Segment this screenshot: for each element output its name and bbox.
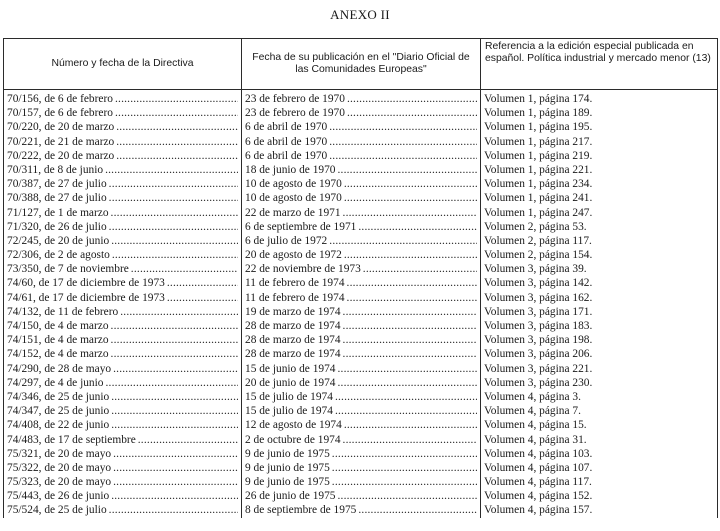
dot-leader [335, 376, 477, 390]
dot-leader [114, 120, 238, 134]
edition-reference-cell [481, 305, 718, 319]
publication-date-cell [242, 248, 481, 262]
edition-reference-cell [481, 177, 718, 191]
directive-cell-text: 71/320, de 26 de julio [7, 220, 107, 233]
edition-reference-cell [481, 461, 718, 475]
edition-reference-cell [481, 262, 718, 276]
dot-leader [341, 347, 477, 361]
table-row [4, 475, 718, 489]
dot-leader [107, 220, 238, 234]
directive-cell-text: 74/346, de 25 de junio [7, 390, 110, 403]
edition-reference-cell [481, 106, 718, 120]
directive-cell [4, 220, 242, 234]
dot-leader [136, 433, 238, 447]
edition-reference-cell-text: Volumen 1, página 221. [484, 163, 593, 176]
edition-reference-cell [481, 390, 718, 404]
publication-date-cell-text: 22 de noviembre de 1973 [245, 263, 361, 276]
directive-cell [4, 475, 242, 489]
edition-reference-cell-text: Volumen 3, página 39. [484, 263, 587, 276]
dot-leader [333, 404, 477, 418]
edition-reference-cell-text: Volumen 4, página 107. [484, 461, 593, 474]
dot-leader [109, 418, 238, 432]
dot-leader [342, 177, 477, 191]
dot-leader [335, 362, 477, 376]
publication-date-cell [242, 475, 481, 489]
publication-date-cell [242, 489, 481, 503]
dot-leader [341, 333, 477, 347]
edition-reference-cell-text: Volumen 3, página 198. [484, 334, 593, 347]
dot-leader [330, 475, 477, 489]
publication-date-cell-text: 19 de marzo de 1974 [245, 305, 341, 318]
edition-reference-cell [481, 206, 718, 220]
publication-date-cell-text: 20 de junio de 1974 [245, 376, 336, 389]
publication-date-cell-text: 26 de junio de 1975 [245, 490, 336, 503]
dot-leader [111, 447, 238, 461]
publication-date-cell-text: 12 de agosto de 1974 [245, 419, 342, 432]
directive-cell [4, 191, 242, 205]
directive-cell-text: 74/290, de 28 de mayo [7, 362, 112, 375]
edition-reference-cell [481, 362, 718, 376]
edition-reference-cell-text: Volumen 4, página 157. [484, 504, 593, 517]
publication-date-cell [242, 376, 481, 390]
header-publication-date: Fecha de su publicación en el "Diario Oficial de las Comunidades Europeas" [242, 39, 481, 90]
table-row [4, 404, 718, 418]
dot-leader [345, 106, 477, 120]
directive-cell [4, 362, 242, 376]
dot-leader [341, 319, 477, 333]
edition-reference-cell-text: Volumen 1, página 189. [484, 107, 593, 120]
directive-cell-text: 75/323, de 20 de mayo [7, 476, 112, 489]
directive-cell-text: 70/388, de 27 de julio [7, 192, 107, 205]
publication-date-cell-text: 9 de junio de 1975 [245, 461, 330, 474]
publication-date-cell [242, 262, 481, 276]
directive-cell-text: 75/322, de 20 de mayo [7, 461, 112, 474]
directive-cell-text: 72/306, de 2 de agosto [7, 249, 110, 262]
table-row [4, 347, 718, 361]
directive-cell-text: 70/387, de 27 de julio [7, 178, 107, 191]
dot-leader [333, 390, 477, 404]
directive-cell-text: 74/151, de 4 de marzo [7, 334, 109, 347]
header-directive: Número y fecha de la Directiva [4, 39, 242, 90]
publication-date-cell [242, 390, 481, 404]
directive-cell [4, 333, 242, 347]
table-row [4, 319, 718, 333]
directive-cell [4, 262, 242, 276]
directive-cell [4, 376, 242, 390]
table-row [4, 135, 718, 149]
edition-reference-cell-text: Volumen 1, página 247. [484, 206, 593, 219]
dot-leader [109, 206, 238, 220]
directive-cell [4, 248, 242, 262]
edition-reference-cell-text: Volumen 4, página 15. [484, 419, 587, 432]
edition-reference-cell [481, 191, 718, 205]
dot-leader [342, 248, 477, 262]
directive-cell-text: 74/61, de 17 de diciembre de 1973 [7, 291, 165, 304]
dot-leader [107, 503, 238, 517]
dot-leader [165, 291, 238, 305]
publication-date-cell-text: 6 de abril de 1970 [245, 135, 328, 148]
publication-date-cell [242, 433, 481, 447]
directive-cell [4, 418, 242, 432]
publication-date-cell-text: 10 de agosto de 1970 [245, 178, 342, 191]
publication-date-cell-text: 10 de agosto de 1970 [245, 192, 342, 205]
table-row [4, 376, 718, 390]
edition-reference-cell [481, 447, 718, 461]
directive-cell-text: 70/222, de 20 de marzo [7, 149, 115, 162]
dot-leader [165, 276, 238, 290]
dot-leader [330, 461, 477, 475]
directive-cell [4, 305, 242, 319]
publication-date-cell-text: 9 de junio de 1975 [245, 476, 330, 489]
directive-cell [4, 319, 242, 333]
dot-leader [114, 135, 238, 149]
edition-reference-cell-text: Volumen 1, página 234. [484, 178, 593, 191]
directive-cell-text: 70/157, de 6 de febrero [7, 107, 113, 120]
directive-cell-text: 70/221, de 21 de marzo [7, 135, 115, 148]
publication-date-cell-text: 6 de abril de 1970 [245, 149, 328, 162]
publication-date-cell [242, 291, 481, 305]
edition-reference-cell-text: Volumen 1, página 174. [484, 93, 593, 106]
dot-leader [341, 433, 477, 447]
dot-leader [109, 347, 238, 361]
dot-leader [341, 305, 477, 319]
table-row [4, 177, 718, 191]
edition-reference-cell-text: Volumen 3, página 206. [484, 348, 593, 361]
dot-leader [327, 234, 477, 248]
dot-leader [129, 262, 238, 276]
table-row [4, 120, 718, 134]
publication-date-cell-text: 6 de julio de 1972 [245, 234, 328, 247]
directive-cell-text: 74/132, de 11 de febrero [7, 305, 119, 318]
directive-cell [4, 461, 242, 475]
edition-reference-cell [481, 475, 718, 489]
edition-reference-cell-text: Volumen 3, página 221. [484, 362, 593, 375]
publication-date-cell-text: 23 de febrero de 1970 [245, 93, 345, 106]
directive-cell [4, 163, 242, 177]
edition-reference-cell [481, 234, 718, 248]
publication-date-cell [242, 347, 481, 361]
table-row [4, 262, 718, 276]
table-row [4, 90, 718, 107]
edition-reference-cell [481, 418, 718, 432]
publication-date-cell [242, 362, 481, 376]
table-row [4, 163, 718, 177]
dot-leader [109, 489, 238, 503]
table-body [4, 90, 718, 518]
dot-leader [111, 362, 238, 376]
publication-date-cell-text: 11 de febrero de 1974 [245, 291, 345, 304]
dot-leader [111, 475, 238, 489]
dot-leader [107, 177, 238, 191]
directives-table [3, 38, 718, 518]
publication-date-cell [242, 461, 481, 475]
directive-cell-text: 74/408, de 22 de junio [7, 419, 110, 432]
directive-cell [4, 276, 242, 290]
directive-cell [4, 291, 242, 305]
publication-date-cell-text: 15 de julio de 1974 [245, 405, 333, 418]
directive-cell-text: 73/350, de 7 de noviembre [7, 263, 129, 276]
publication-date-cell-text: 18 de junio de 1970 [245, 163, 336, 176]
edition-reference-cell-text: Volumen 4, página 103. [484, 447, 593, 460]
edition-reference-cell [481, 489, 718, 503]
table-row [4, 149, 718, 163]
edition-reference-cell-text: Volumen 3, página 230. [484, 376, 593, 389]
directive-cell [4, 206, 242, 220]
table-row [4, 362, 718, 376]
directive-cell-text: 72/245, de 20 de junio [7, 234, 110, 247]
publication-date-cell-text: 9 de junio de 1975 [245, 447, 330, 460]
edition-reference-cell [481, 248, 718, 262]
directive-cell-text: 75/443, de 26 de junio [7, 490, 110, 503]
directive-cell [4, 177, 242, 191]
table-row [4, 276, 718, 290]
directive-cell [4, 404, 242, 418]
header-edition-reference: Referencia a la edición especial publicada en español. Política industrial y mercado menor (13) [481, 39, 718, 90]
publication-date-cell-text: 22 de marzo de 1971 [245, 206, 341, 219]
publication-date-cell [242, 234, 481, 248]
publication-date-cell-text: 15 de junio de 1974 [245, 362, 336, 375]
dot-leader [109, 333, 238, 347]
dot-leader [330, 447, 477, 461]
publication-date-cell [242, 503, 481, 517]
publication-date-cell [242, 276, 481, 290]
edition-reference-cell-text: Volumen 4, página 31. [484, 433, 587, 446]
directive-cell [4, 90, 242, 107]
edition-reference-cell-text: Volumen 1, página 195. [484, 121, 593, 134]
dot-leader [113, 92, 238, 106]
directive-cell-text: 74/297, de 4 de junio [7, 376, 104, 389]
publication-date-cell-text: 28 de marzo de 1974 [245, 320, 341, 333]
table-row [4, 234, 718, 248]
publication-date-cell [242, 319, 481, 333]
table-row [4, 291, 718, 305]
table-header-row [4, 39, 718, 90]
table-row [4, 503, 718, 517]
directive-cell [4, 489, 242, 503]
publication-date-cell [242, 90, 481, 107]
publication-date-cell [242, 177, 481, 191]
edition-reference-cell [481, 347, 718, 361]
edition-reference-cell-text: Volumen 3, página 183. [484, 320, 593, 333]
edition-reference-cell-text: Volumen 4, página 152. [484, 490, 593, 503]
dot-leader [345, 92, 477, 106]
directive-cell [4, 149, 242, 163]
publication-date-cell [242, 418, 481, 432]
publication-date-cell [242, 135, 481, 149]
dot-leader [109, 404, 238, 418]
dot-leader [107, 191, 238, 205]
directive-cell-text: 74/483, de 17 de septiembre [7, 433, 136, 446]
table-row [4, 333, 718, 347]
edition-reference-cell [481, 433, 718, 447]
edition-reference-cell-text: Volumen 3, página 162. [484, 291, 593, 304]
directive-cell-text: 74/150, de 4 de marzo [7, 320, 109, 333]
table-row [4, 461, 718, 475]
table-row [4, 220, 718, 234]
directive-cell [4, 447, 242, 461]
publication-date-cell-text: 6 de septiembre de 1971 [245, 220, 357, 233]
edition-reference-cell [481, 333, 718, 347]
edition-reference-cell-text: Volumen 4, página 7. [484, 405, 581, 418]
dot-leader [342, 418, 477, 432]
dot-leader [345, 276, 477, 290]
directive-cell [4, 120, 242, 134]
dot-leader [109, 319, 238, 333]
directive-cell [4, 347, 242, 361]
dot-leader [327, 120, 477, 134]
dot-leader [361, 262, 477, 276]
edition-reference-cell-text: Volumen 3, página 171. [484, 305, 593, 318]
directive-cell-text: 70/156, de 6 de febrero [7, 93, 113, 106]
table-row [4, 191, 718, 205]
directive-cell-text: 74/60, de 17 de diciembre de 1973 [7, 277, 165, 290]
edition-reference-cell-text: Volumen 1, página 219. [484, 149, 593, 162]
dot-leader [110, 248, 238, 262]
table-row [4, 418, 718, 432]
directive-cell [4, 390, 242, 404]
edition-reference-cell-text: Volumen 2, página 53. [484, 220, 587, 233]
dot-leader [109, 234, 238, 248]
publication-date-cell [242, 305, 481, 319]
directive-cell [4, 503, 242, 517]
edition-reference-cell [481, 135, 718, 149]
publication-date-cell [242, 404, 481, 418]
edition-reference-cell [481, 220, 718, 234]
table-row [4, 106, 718, 120]
edition-reference-cell-text: Volumen 1, página 241. [484, 192, 593, 205]
dot-leader [356, 220, 477, 234]
directive-cell-text: 74/347, de 25 de junio [7, 405, 110, 418]
edition-reference-cell [481, 291, 718, 305]
publication-date-cell-text: 15 de julio de 1974 [245, 390, 333, 403]
edition-reference-cell-text: Volumen 2, página 154. [484, 249, 593, 262]
dot-leader [111, 461, 238, 475]
directive-cell-text: 70/311, de 8 de junio [7, 163, 104, 176]
edition-reference-cell [481, 404, 718, 418]
table-row [4, 489, 718, 503]
table-row [4, 305, 718, 319]
directive-cell-text: 75/524, de 25 de julio [7, 504, 107, 517]
edition-reference-cell [481, 149, 718, 163]
edition-reference-cell-text: Volumen 4, página 3. [484, 390, 581, 403]
directive-cell [4, 433, 242, 447]
edition-reference-cell-text: Volumen 2, página 117. [484, 234, 592, 247]
edition-reference-cell-text: Volumen 4, página 117. [484, 476, 592, 489]
annex-title: ANEXO II [330, 7, 390, 22]
dot-leader [104, 376, 239, 390]
publication-date-cell [242, 447, 481, 461]
dot-leader [113, 106, 238, 120]
edition-reference-cell [481, 163, 718, 177]
publication-date-cell-text: 2 de octubre de 1974 [245, 433, 341, 446]
table-row [4, 390, 718, 404]
edition-reference-cell [481, 319, 718, 333]
table-row [4, 248, 718, 262]
publication-date-cell-text: 23 de febrero de 1970 [245, 107, 345, 120]
edition-reference-cell [481, 276, 718, 290]
publication-date-cell [242, 106, 481, 120]
publication-date-cell-text: 20 de agosto de 1972 [245, 249, 342, 262]
directive-cell [4, 135, 242, 149]
publication-date-cell-text: 6 de abril de 1970 [245, 121, 328, 134]
dot-leader [114, 149, 238, 163]
dot-leader [327, 149, 477, 163]
publication-date-cell-text: 28 de marzo de 1974 [245, 348, 341, 361]
edition-reference-cell-text: Volumen 1, página 217. [484, 135, 593, 148]
dot-leader [341, 206, 477, 220]
dot-leader [103, 163, 238, 177]
dot-leader [327, 135, 477, 149]
table-row [4, 206, 718, 220]
table-row [4, 447, 718, 461]
publication-date-cell [242, 191, 481, 205]
dot-leader [335, 489, 477, 503]
dot-leader [342, 191, 477, 205]
directive-cell [4, 106, 242, 120]
dot-leader [109, 390, 238, 404]
directive-cell-text: 70/220, de 20 de marzo [7, 121, 115, 134]
dot-leader [118, 305, 238, 319]
publication-date-cell-text: 28 de marzo de 1974 [245, 334, 341, 347]
publication-date-cell-text: 11 de febrero de 1974 [245, 277, 345, 290]
directive-cell-text: 74/152, de 4 de marzo [7, 348, 109, 361]
directive-cell-text: 71/127, de 1 de marzo [7, 206, 109, 219]
publication-date-cell [242, 220, 481, 234]
dot-leader [356, 503, 477, 517]
edition-reference-cell [481, 376, 718, 390]
edition-reference-cell [481, 120, 718, 134]
publication-date-cell-text: 8 de septiembre de 1975 [245, 504, 357, 517]
table-row [4, 433, 718, 447]
publication-date-cell [242, 149, 481, 163]
publication-date-cell [242, 206, 481, 220]
publication-date-cell [242, 333, 481, 347]
dot-leader [335, 163, 477, 177]
dot-leader [345, 291, 477, 305]
directive-cell-text: 75/321, de 20 de mayo [7, 447, 112, 460]
edition-reference-cell-text: Volumen 3, página 142. [484, 277, 593, 290]
edition-reference-cell [481, 90, 718, 107]
publication-date-cell [242, 163, 481, 177]
directive-cell [4, 234, 242, 248]
publication-date-cell [242, 120, 481, 134]
edition-reference-cell [481, 503, 718, 517]
